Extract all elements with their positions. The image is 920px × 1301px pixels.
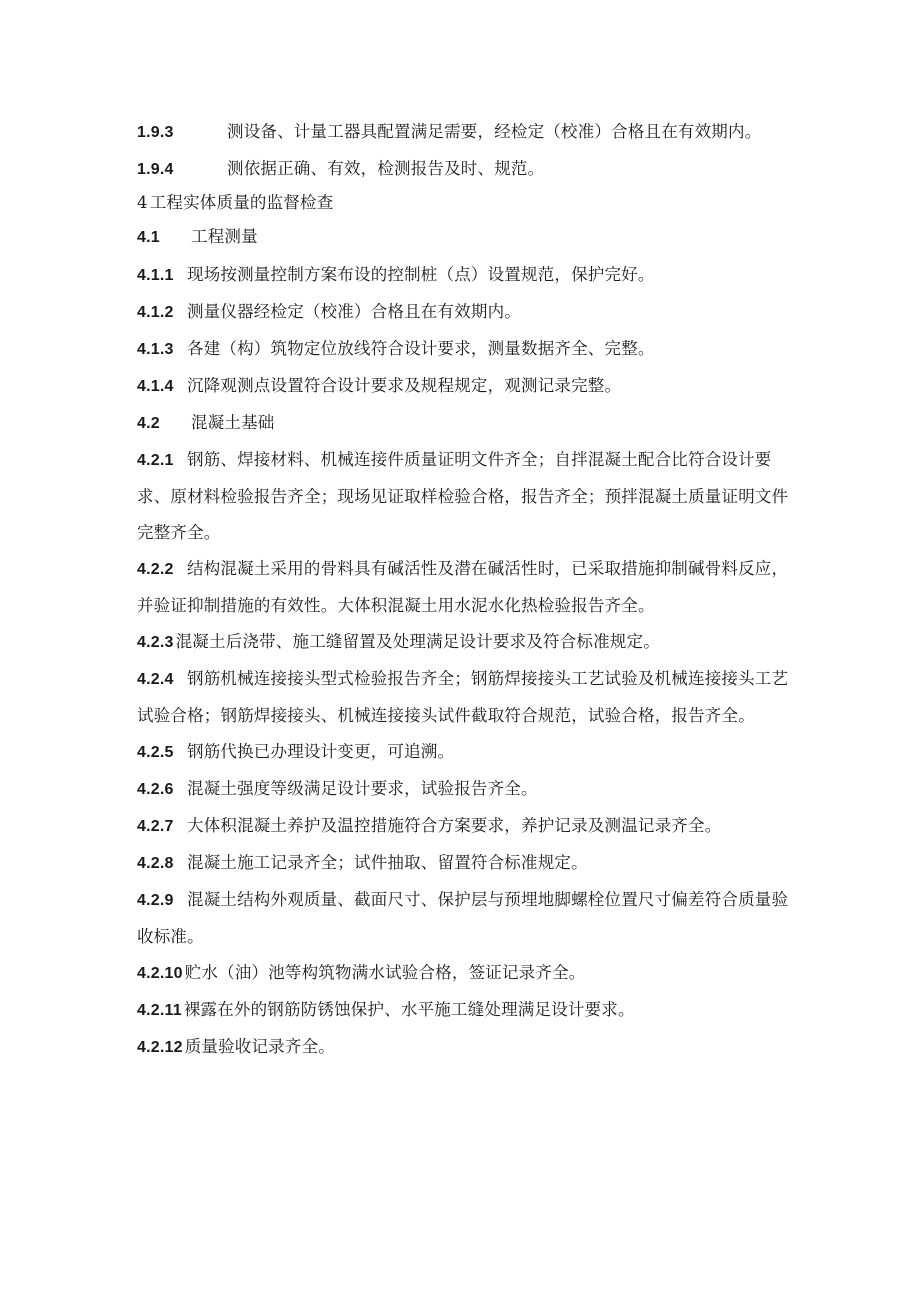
section-title: 混凝土基础 [191, 413, 275, 432]
clause-4-2-5 [137, 734, 789, 771]
clause-4-2-2 [137, 551, 789, 624]
section-title: 工程实体质量的监督检查 [149, 193, 334, 212]
clause-4-1-3 [137, 331, 789, 368]
clause-number: 4.2.2 [137, 561, 174, 578]
clause-text: 大体积混凝土养护及温控措施符合方案要求，养护记录及测温记录齐全。 [187, 816, 722, 835]
clause-number: 4.2.8 [137, 855, 174, 872]
clause-4-2-7 [137, 808, 789, 845]
clause-4-1-4 [137, 368, 789, 405]
document-body [137, 114, 789, 1066]
section-title: 工程测量 [191, 227, 258, 246]
section-heading-4-1 [137, 222, 789, 253]
clause-4-2-12 [137, 1029, 789, 1066]
clause-number: 4.2.11 [137, 1002, 182, 1019]
clause-text: 测依据正确、有效，检测报告及时、规范。 [227, 159, 545, 178]
clause-number: 4.1.2 [137, 304, 174, 321]
section-number: 4.2 [137, 415, 160, 432]
clause-number: 4.2.4 [137, 671, 174, 688]
clause-4-2-3 [137, 624, 789, 661]
clause-number: 4.2.12 [137, 1039, 183, 1056]
section-number: 4.1 [137, 229, 160, 246]
clause-number: 4.2.10 [137, 965, 183, 982]
clause-number: 4.2.3 [137, 634, 174, 651]
clause-number: 4.2.6 [137, 781, 174, 798]
section-heading-4 [137, 188, 789, 218]
clause-1-9-4 [137, 151, 789, 188]
clause-number: 4.2.5 [137, 744, 174, 761]
clause-number: 4.1.3 [137, 341, 174, 358]
clause-text: 混凝土后浇带、施工缝留置及处理满足设计要求及符合标准规定。 [175, 632, 660, 651]
clause-4-2-10 [137, 955, 789, 992]
clause-number: 4.1.4 [137, 378, 174, 395]
clause-text: 混凝土强度等级满足设计要求，试验报告齐全。 [187, 779, 538, 798]
section-heading-4-2 [137, 405, 789, 442]
clause-4-1-1 [137, 257, 789, 294]
clause-text: 裸露在外的钢筋防锈蚀保护、水平施工缝处理满足设计要求。 [183, 1000, 635, 1019]
clause-text: 测设备、计量工器具配置满足需要，经检定（校准）合格且在有效期内。 [227, 122, 762, 141]
clause-text: 各建（构）筑物定位放线符合设计要求，测量数据齐全、完整。 [187, 339, 655, 358]
clause-number: 4.1.1 [137, 267, 174, 284]
clause-text: 沉降观测点设置符合设计要求及规程规定，观测记录完整。 [187, 376, 622, 395]
clause-4-1-2 [137, 294, 789, 331]
clause-text: 现场按测量控制方案布设的控制桩（点）设置规范，保护完好。 [187, 265, 655, 284]
clause-text: 混凝土施工记录齐全；试件抽取、留置符合标准规定。 [187, 853, 588, 872]
clause-text: 钢筋机械连接接头型式检验报告齐全；钢筋焊接接头工艺试验及机械连接接头工艺试验合格；钢筋焊接接头、机械连接接头试件截取符合规范，试验合格，报告齐全。 [137, 669, 789, 725]
clause-4-2-8 [137, 845, 789, 882]
clause-4-2-4 [137, 661, 789, 734]
clause-number: 4.2.7 [137, 818, 174, 835]
clause-number: 4.2.1 [137, 452, 174, 469]
clause-text: 结构混凝土采用的骨料具有碱活性及潜在碱活性时，已采取措施抑制碱骨料反应，并验证抑制措施的有效性。大体积混凝土用水泥水化热检验报告齐全。 [137, 559, 789, 615]
clause-4-2-9 [137, 882, 789, 955]
clause-text: 质量验收记录齐全。 [184, 1037, 335, 1056]
clause-4-2-11 [137, 992, 789, 1029]
clause-number: 1.9.3 [137, 124, 174, 141]
clause-text: 钢筋代换已办理设计变更，可追溯。 [187, 742, 455, 761]
section-number: 4 [137, 193, 148, 212]
clause-text: 混凝土结构外观质量、截面尺寸、保护层与预埋地脚螺栓位置尺寸偏差符合质量验收标准。 [137, 890, 789, 946]
clause-text: 钢筋、焊接材料、机械连接件质量证明文件齐全；自拌混凝土配合比符合设计要求、原材料检验报告齐全；现场见证取样检验合格，报告齐全；预拌混凝土质量证明文件完整齐全。 [137, 450, 789, 542]
clause-4-2-6 [137, 771, 789, 808]
clause-number: 1.9.4 [137, 161, 174, 178]
clause-text: 测量仪器经检定（校准）合格且在有效期内。 [187, 302, 521, 321]
clause-1-9-3 [137, 114, 789, 151]
clause-4-2-1 [137, 442, 789, 551]
clause-number: 4.2.9 [137, 892, 174, 909]
clause-text: 贮水（油）池等构筑物满水试验合格，签证记录齐全。 [184, 963, 586, 982]
